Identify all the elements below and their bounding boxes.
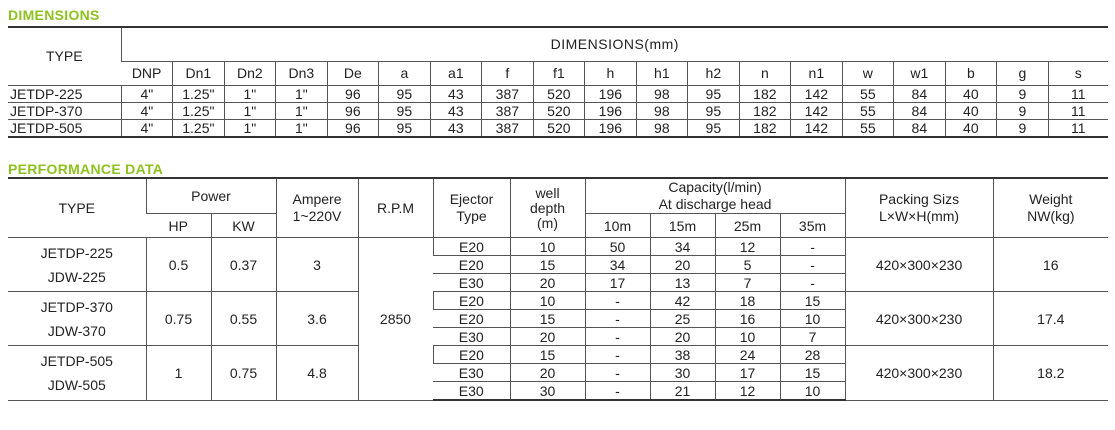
dim-value-cell: 520 — [533, 85, 585, 102]
dim-value-cell: 95 — [379, 85, 431, 102]
perf-type-cell — [8, 346, 146, 401]
perf-ejector-header-line1: Ejector — [449, 191, 494, 207]
perf-capacity-cell: - — [585, 328, 650, 346]
dim-value-cell: 55 — [842, 102, 894, 119]
perf-well-header-line2: depth — [529, 199, 566, 216]
dim-value-cell: 98 — [636, 119, 688, 137]
dim-value-cell: 40 — [945, 102, 997, 119]
dim-type-cell: JETDP-505 — [8, 119, 121, 137]
perf-capacity-cell: 18 — [715, 292, 780, 310]
dim-value-cell: 11 — [1048, 102, 1108, 119]
dim-col-n: n — [739, 61, 791, 85]
perf-capacity-cell: 17 — [585, 274, 650, 292]
perf-well-header — [510, 178, 585, 238]
dimensions-group-header: DIMENSIONS(mm) — [121, 27, 1108, 61]
perf-type-name: JETDP-370 — [40, 298, 113, 315]
perf-hp-cell: 0.5 — [146, 238, 211, 292]
perf-capacity-cell: 50 — [585, 238, 650, 256]
dim-value-cell: 40 — [945, 85, 997, 102]
dim-value-cell: 182 — [739, 85, 791, 102]
dim-col-b: b — [945, 61, 997, 85]
perf-ampere-header — [276, 178, 358, 238]
dim-value-cell: 142 — [791, 102, 843, 119]
dim-col-a: a — [379, 61, 431, 85]
dim-col-a1: a1 — [430, 61, 482, 85]
perf-capacity-cell: 10 — [780, 382, 845, 401]
dim-value-cell: 9 — [997, 102, 1049, 119]
perf-capacity-cell: 7 — [780, 328, 845, 346]
perf-depth-cell: 15 — [510, 346, 585, 364]
perf-weight-header-line2: NW(kg) — [1027, 208, 1075, 224]
perf-packing-header — [845, 178, 993, 238]
dim-value-cell: 387 — [482, 119, 534, 137]
perf-capacity-cell: - — [585, 364, 650, 382]
perf-kw-header: KW — [211, 214, 276, 238]
perf-capacity-cell: 20 — [650, 328, 715, 346]
dim-col-de: De — [327, 61, 379, 85]
perf-type-name: JETDP-505 — [40, 352, 113, 369]
dim-value-cell: 1" — [276, 102, 328, 119]
perf-type-cell — [8, 238, 146, 292]
dim-value-cell: 95 — [688, 85, 740, 102]
perf-capacity-cell: 12 — [715, 238, 780, 256]
dim-value-cell: 1" — [224, 119, 276, 137]
perf-weight-cell: 16 — [993, 238, 1108, 292]
dim-value-cell: 95 — [688, 119, 740, 137]
dim-col-dn2: Dn2 — [224, 61, 276, 85]
perf-head-15m: 15m — [650, 214, 715, 238]
perf-hp-cell: 1 — [146, 346, 211, 401]
dim-value-cell: 1" — [276, 119, 328, 137]
dim-value-cell: 387 — [482, 85, 534, 102]
perf-type-alt-name: JDW-505 — [47, 376, 106, 393]
perf-weight-header-line1: Weight — [1029, 191, 1073, 207]
performance-title: PERFORMANCE DATA — [8, 161, 164, 177]
table-row — [8, 102, 1108, 119]
perf-type-header: TYPE — [8, 178, 146, 238]
perf-capacity-cell: 42 — [650, 292, 715, 310]
perf-capacity-cell: 10 — [715, 328, 780, 346]
perf-capacity-cell: 16 — [715, 310, 780, 328]
perf-ejector-cell: E20 — [433, 346, 510, 364]
dim-value-cell: 84 — [894, 102, 946, 119]
dim-value-cell: 1" — [224, 85, 276, 102]
perf-weight-cell: 17.4 — [993, 292, 1108, 346]
dim-col-dnp: DNP — [121, 61, 173, 85]
perf-capacity-cell: 10 — [780, 310, 845, 328]
dimensions-column-headers — [8, 61, 1108, 85]
perf-ejector-cell: E30 — [433, 364, 510, 382]
dim-value-cell: 98 — [636, 85, 688, 102]
dim-col-g: g — [997, 61, 1049, 85]
table-row — [8, 238, 1108, 256]
dim-value-cell: 96 — [327, 119, 379, 137]
dim-value-cell: 9 — [997, 85, 1049, 102]
dim-value-cell: 182 — [739, 119, 791, 137]
perf-capacity-cell: 38 — [650, 346, 715, 364]
perf-capacity-cell: - — [780, 256, 845, 274]
perf-depth-cell: 10 — [510, 238, 585, 256]
perf-depth-cell: 20 — [510, 364, 585, 382]
perf-ejector-cell: E30 — [433, 382, 510, 401]
perf-hp-cell: 0.75 — [146, 292, 211, 346]
dim-col-s: s — [1048, 61, 1108, 85]
perf-capacity-header-line1: Capacity(l/min) — [668, 179, 762, 195]
perf-weight-header — [993, 178, 1108, 238]
dim-col-w: w — [842, 61, 894, 85]
perf-head-35m: 35m — [780, 214, 845, 238]
dim-value-cell: 520 — [533, 119, 585, 137]
dimensions-title: DIMENSIONS — [8, 7, 100, 23]
dim-col-dn1: Dn1 — [173, 61, 225, 85]
dim-value-cell: 40 — [945, 119, 997, 137]
perf-capacity-cell: 34 — [650, 238, 715, 256]
perf-depth-cell: 15 — [510, 256, 585, 274]
perf-head-25m: 25m — [715, 214, 780, 238]
dim-value-cell: 43 — [430, 119, 482, 137]
dim-value-cell: 95 — [379, 119, 431, 137]
perf-rpm-cell: 2850 — [358, 238, 433, 401]
dim-value-cell: 1" — [276, 85, 328, 102]
dim-value-cell: 142 — [791, 119, 843, 137]
dim-value-cell: 142 — [791, 85, 843, 102]
perf-depth-cell: 20 — [510, 328, 585, 346]
perf-capacity-cell: 34 — [585, 256, 650, 274]
dim-value-cell: 55 — [842, 85, 894, 102]
dim-value-cell: 55 — [842, 119, 894, 137]
table-row — [8, 346, 1108, 364]
perf-ejector-cell: E30 — [433, 274, 510, 292]
perf-capacity-cell: 15 — [780, 364, 845, 382]
dim-value-cell: 96 — [327, 102, 379, 119]
dimensions-body — [8, 85, 1108, 137]
dimensions-type-header: TYPE — [8, 27, 121, 85]
perf-weight-cell: 18.2 — [993, 346, 1108, 401]
perf-head-10m: 10m — [585, 214, 650, 238]
perf-ampere-cell: 4.8 — [276, 346, 358, 401]
perf-capacity-cell: 17 — [715, 364, 780, 382]
dim-value-cell: 1" — [224, 102, 276, 119]
perf-type-cell — [8, 292, 146, 346]
dim-col-h: h — [585, 61, 637, 85]
perf-packing-cell: 420×300×230 — [845, 346, 993, 401]
dim-col-w1: w1 — [894, 61, 946, 85]
perf-kw-cell: 0.55 — [211, 292, 276, 346]
perf-ejector-header — [433, 178, 510, 238]
perf-ampere-header-line2: 1~220V — [292, 208, 342, 224]
perf-power-header: Power — [146, 178, 276, 214]
dim-col-h2: h2 — [688, 61, 740, 85]
dim-value-cell: 196 — [585, 85, 637, 102]
perf-capacity-cell: 21 — [650, 382, 715, 401]
perf-capacity-cell: 13 — [650, 274, 715, 292]
perf-ejector-cell: E20 — [433, 310, 510, 328]
perf-capacity-cell: 28 — [780, 346, 845, 364]
perf-type-name: JETDP-225 — [40, 244, 113, 261]
table-row — [8, 119, 1108, 137]
dim-value-cell: 520 — [533, 102, 585, 119]
perf-capacity-cell: - — [780, 238, 845, 256]
dim-col-dn3: Dn3 — [276, 61, 328, 85]
dim-value-cell: 98 — [636, 102, 688, 119]
dim-value-cell: 4" — [121, 85, 173, 102]
dim-value-cell: 4" — [121, 102, 173, 119]
perf-kw-cell: 0.37 — [211, 238, 276, 292]
perf-type-alt-name: JDW-225 — [47, 268, 106, 285]
dim-value-cell: 387 — [482, 102, 534, 119]
dim-value-cell: 95 — [688, 102, 740, 119]
perf-packing-header-line1: Packing Sizs — [878, 191, 960, 207]
performance-body — [8, 238, 1108, 401]
perf-ampere-cell: 3 — [276, 238, 358, 292]
perf-ampere-cell: 3.6 — [276, 292, 358, 346]
perf-capacity-cell: - — [585, 346, 650, 364]
dim-col-f: f — [482, 61, 534, 85]
dim-value-cell: 9 — [997, 119, 1049, 137]
dim-value-cell: 96 — [327, 85, 379, 102]
dim-value-cell: 84 — [894, 119, 946, 137]
perf-packing-header-line2: L×W×H(mm) — [878, 208, 960, 224]
perf-depth-cell: 10 — [510, 292, 585, 310]
perf-packing-cell: 420×300×230 — [845, 292, 993, 346]
perf-capacity-cell: - — [780, 274, 845, 292]
perf-hp-header: HP — [146, 214, 211, 238]
table-row — [8, 292, 1108, 310]
perf-depth-cell: 30 — [510, 382, 585, 401]
perf-rpm-header: R.P.M — [358, 178, 433, 238]
dim-value-cell: 84 — [894, 85, 946, 102]
perf-depth-cell: 20 — [510, 274, 585, 292]
perf-capacity-cell: 12 — [715, 382, 780, 401]
perf-capacity-cell: 15 — [780, 292, 845, 310]
perf-capacity-cell: 30 — [650, 364, 715, 382]
dimensions-table — [8, 26, 1108, 138]
dim-type-cell: JETDP-370 — [8, 102, 121, 119]
dim-value-cell: 95 — [379, 102, 431, 119]
dim-col-n1: n1 — [791, 61, 843, 85]
perf-capacity-cell: - — [585, 310, 650, 328]
table-row — [8, 85, 1108, 102]
perf-capacity-cell: 25 — [650, 310, 715, 328]
dim-value-cell: 1.25" — [173, 102, 225, 119]
performance-table — [8, 177, 1108, 401]
perf-ejector-cell: E20 — [433, 238, 510, 256]
perf-capacity-cell: - — [585, 292, 650, 310]
dim-value-cell: 196 — [585, 119, 637, 137]
perf-ejector-cell: E20 — [433, 292, 510, 310]
perf-well-header-line3: (m) — [537, 214, 558, 231]
perf-ejector-cell: E20 — [433, 256, 510, 274]
dim-value-cell: 43 — [430, 85, 482, 102]
dim-value-cell: 11 — [1048, 119, 1108, 137]
perf-ejector-header-line2: Type — [456, 208, 487, 224]
dim-value-cell: 1.25" — [173, 85, 225, 102]
dim-value-cell: 4" — [121, 119, 173, 137]
perf-capacity-header — [585, 178, 845, 214]
perf-ampere-header-line1: Ampere — [292, 191, 342, 207]
dim-value-cell: 11 — [1048, 85, 1108, 102]
dim-col-f1: f1 — [533, 61, 585, 85]
perf-capacity-cell: 7 — [715, 274, 780, 292]
perf-capacity-cell: 5 — [715, 256, 780, 274]
perf-kw-cell: 0.75 — [211, 346, 276, 401]
perf-well-header-line1: well — [535, 184, 560, 201]
dim-value-cell: 1.25" — [173, 119, 225, 137]
dim-value-cell: 182 — [739, 102, 791, 119]
dim-type-cell: JETDP-225 — [8, 85, 121, 102]
perf-type-alt-name: JDW-370 — [47, 322, 106, 339]
dim-col-h1: h1 — [636, 61, 688, 85]
perf-capacity-cell: 24 — [715, 346, 780, 364]
perf-capacity-cell: - — [585, 382, 650, 401]
perf-depth-cell: 15 — [510, 310, 585, 328]
dim-value-cell: 43 — [430, 102, 482, 119]
perf-packing-cell: 420×300×230 — [845, 238, 993, 292]
perf-capacity-header-line2: At discharge head — [658, 196, 772, 212]
dim-value-cell: 196 — [585, 102, 637, 119]
perf-capacity-cell: 20 — [650, 256, 715, 274]
perf-ejector-cell: E30 — [433, 328, 510, 346]
